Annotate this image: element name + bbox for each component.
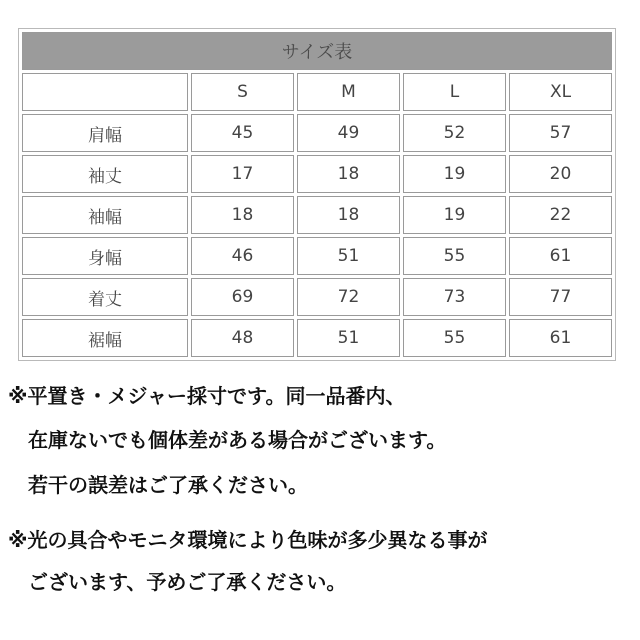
table-cell: 18 — [297, 196, 400, 234]
row-label: 袖丈 — [22, 155, 188, 193]
table-title: サイズ表 — [22, 32, 612, 70]
header-cell-empty — [22, 73, 188, 111]
table-cell: 52 — [403, 114, 506, 152]
table-cell: 19 — [403, 155, 506, 193]
row-label: 裾幅 — [22, 319, 188, 357]
table-cell: 77 — [509, 278, 612, 316]
header-cell-xl: XL — [509, 73, 612, 111]
note-line-1: ※平置き・メジャー採寸です。同一品番内、 — [8, 384, 406, 408]
table-cell: 55 — [403, 319, 506, 357]
table-cell: 61 — [509, 319, 612, 357]
table-cell: 19 — [403, 196, 506, 234]
row-label: 身幅 — [22, 237, 188, 275]
table-cell: 48 — [191, 319, 294, 357]
table-row — [22, 196, 612, 234]
table-row — [22, 237, 612, 275]
table-cell: 61 — [509, 237, 612, 275]
table-cell: 18 — [191, 196, 294, 234]
note-line-4: ※光の具合やモニタ環境により色味が多少異なる事が — [8, 528, 488, 552]
table-cell: 46 — [191, 237, 294, 275]
note-line-3: 若干の誤差はご了承ください。 — [8, 473, 308, 497]
table-cell: 51 — [297, 237, 400, 275]
table-cell: 72 — [297, 278, 400, 316]
table-cell: 57 — [509, 114, 612, 152]
table-cell: 55 — [403, 237, 506, 275]
size-table — [18, 28, 616, 361]
table-cell: 73 — [403, 278, 506, 316]
table-cell: 17 — [191, 155, 294, 193]
table-row — [22, 319, 612, 357]
table-cell: 18 — [297, 155, 400, 193]
header-row — [22, 73, 612, 111]
note-line-2: 在庫ないでも個体差がある場合がございます。 — [8, 428, 447, 452]
table-row — [22, 278, 612, 316]
row-label: 肩幅 — [22, 114, 188, 152]
row-label: 着丈 — [22, 278, 188, 316]
header-cell-s: S — [191, 73, 294, 111]
table-cell: 49 — [297, 114, 400, 152]
table-row — [22, 114, 612, 152]
table-cell: 22 — [509, 196, 612, 234]
table-cell: 51 — [297, 319, 400, 357]
table-title-row — [22, 32, 612, 70]
table-cell: 69 — [191, 278, 294, 316]
table-cell: 20 — [509, 155, 612, 193]
row-label: 袖幅 — [22, 196, 188, 234]
table-cell: 45 — [191, 114, 294, 152]
header-cell-m: M — [297, 73, 400, 111]
note-line-5: ございます、予めご了承ください。 — [8, 570, 347, 594]
table-row — [22, 155, 612, 193]
header-cell-l: L — [403, 73, 506, 111]
